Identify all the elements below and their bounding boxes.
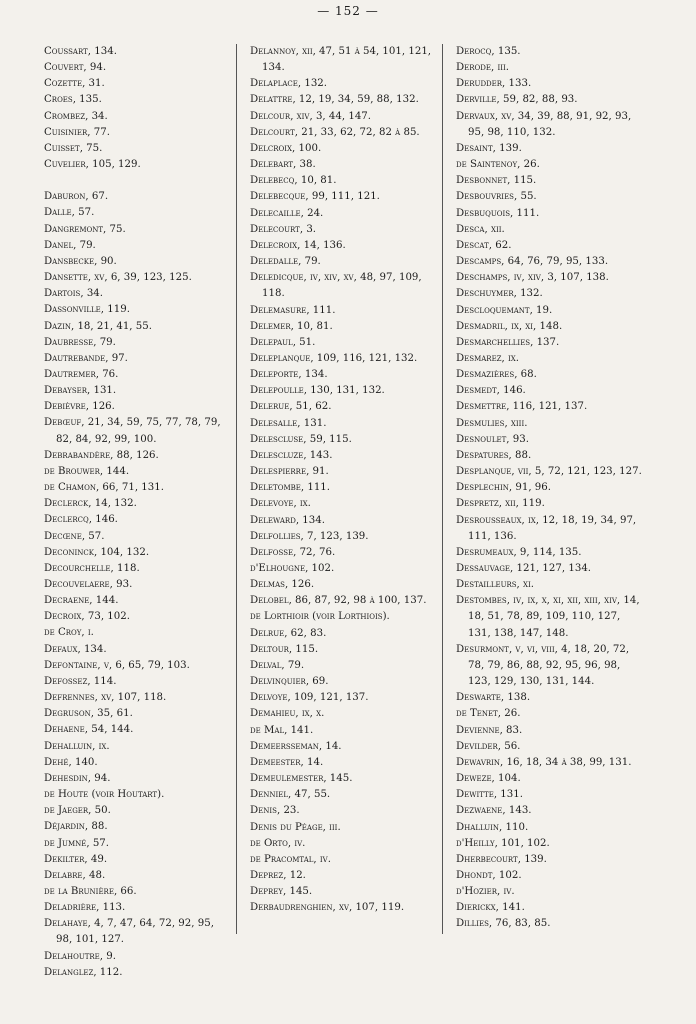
index-entry: Deweze, 104. xyxy=(456,773,521,785)
index-entry: Dartois, 34. xyxy=(44,288,104,300)
index-entry: Demeersseman, 14. xyxy=(250,740,342,752)
index-entry: Cozette, 31. xyxy=(44,78,105,90)
index-entry: Delrue, 62, 83. xyxy=(250,627,327,639)
index-entry: Dewitte, 131. xyxy=(456,789,523,801)
index-entry: Descamps, 64, 76, 79, 95, 133. xyxy=(456,256,609,268)
index-entry: Despretz, xii, 119. xyxy=(456,498,545,510)
index-entry: Desbonnet, 115. xyxy=(456,175,537,187)
index-column-3 xyxy=(456,44,646,944)
index-entry: Dillies, 76, 83, 85. xyxy=(456,918,551,930)
index-entry: Denis, 23. xyxy=(250,805,300,817)
index-entry: d'Hozier, iv. xyxy=(456,886,515,898)
index-entry: Decourchelle, 118. xyxy=(44,562,140,574)
index-entry: d'Heilly, 101, 102. xyxy=(456,837,550,849)
index-entry: Cuvelier, 105, 129. xyxy=(44,159,141,171)
index-entry: Dehaene, 54, 144. xyxy=(44,724,134,736)
index-entry: Decraene, 144. xyxy=(44,595,119,607)
index-entry: Desrousseaux, ix, 12, 18, 19, 34, 97, 111, 136. xyxy=(456,514,637,542)
index-entry: Delepoulle, 130, 131, 132. xyxy=(250,385,385,397)
index-entry: Delebart, 38. xyxy=(250,159,316,171)
index-entry: Delannoy, xii, 47, 51 à 54, 101, 121, 134. xyxy=(250,46,432,74)
index-entry: Deltour, 115. xyxy=(250,643,319,655)
index-entry: Deleporte, 134. xyxy=(250,369,328,381)
index-entry: Descat, 62. xyxy=(456,239,512,251)
index-entry: Daburon, 67. xyxy=(44,191,109,203)
index-entry: Delfosse, 72, 76. xyxy=(250,546,336,558)
index-entry: de la Brunière, 66. xyxy=(44,885,137,897)
index-entry: Dhondt, 102. xyxy=(456,869,522,881)
index-entry: Devienne, 83. xyxy=(456,724,523,736)
index-entry: de Croy, i. xyxy=(44,627,94,639)
index-entry: Delahaye, 4, 7, 47, 64, 72, 92, 95, 98, 101, 127. xyxy=(44,918,214,946)
index-entry: Desnoulet, 93. xyxy=(456,433,529,445)
index-entry: Delecroix, 14, 136. xyxy=(250,239,346,251)
index-entry: Decœne, 57. xyxy=(44,530,105,542)
index-entry: Derville, 59, 82, 88, 93. xyxy=(456,94,578,106)
index-entry: Deschamps, iv, xiv, 3, 107, 138. xyxy=(456,272,609,284)
index-entry: Dehesdin, 94. xyxy=(44,772,111,784)
index-entry: Desaint, 139. xyxy=(456,142,522,154)
index-entry: Delerue, 51, 62. xyxy=(250,401,332,413)
index-entry: Desmazières, 68. xyxy=(456,369,537,381)
index-entry: Dekilter, 49. xyxy=(44,853,108,865)
index-entry: Debièvre, 126. xyxy=(44,401,115,413)
index-entry: Dazin, 18, 21, 41, 55. xyxy=(44,320,152,332)
index-entry: Delemasure, 111. xyxy=(250,304,336,316)
index-entry: Destailleurs, xi. xyxy=(456,579,535,591)
index-entry: de Lorthioir (voir Lorthiois). xyxy=(250,611,390,623)
index-entry: Desrumeaux, 9, 114, 135. xyxy=(456,546,582,558)
index-entry: Desbuquois, 111. xyxy=(456,207,540,219)
index-entry: Delaplace, 132. xyxy=(250,78,328,90)
index-entry: Deschuymer, 132. xyxy=(456,288,543,300)
index-entry: Degruson, 35, 61. xyxy=(44,708,133,720)
index-entry: Desmulies, xiii. xyxy=(456,417,528,429)
index-entry: Delobel, 86, 87, 92, 98 à 100, 137. xyxy=(250,595,427,607)
index-entry: Delemer, 10, 81. xyxy=(250,320,333,332)
index-entry: Delcroix, 100. xyxy=(250,142,322,154)
index-entry: Derode, iii. xyxy=(456,62,510,74)
index-entry: Delesalle, 131. xyxy=(250,417,327,429)
index-entry: Devilder, 56. xyxy=(456,740,521,752)
index-entry: de Jaeger, 50. xyxy=(44,805,111,817)
index-entry: de Orto, iv. xyxy=(250,837,306,849)
index-entry: Delahoutre, 9. xyxy=(44,950,116,962)
index-entry: Delcourt, 21, 33, 62, 72, 82 à 85. xyxy=(250,126,420,138)
index-entry: Denniel, 47, 55. xyxy=(250,789,331,801)
index-entry: Deleplanque, 109, 116, 121, 132. xyxy=(250,352,418,364)
index-entry: Delescluse, 59, 115. xyxy=(250,433,352,445)
index-entry: Delespierre, 91. xyxy=(250,466,329,478)
index-entry: Delecaille, 24. xyxy=(250,207,324,219)
index-entry: Defrennes, xv, 107, 118. xyxy=(44,692,167,704)
index-entry: Declercq, 146. xyxy=(44,514,118,526)
index-entry: Defontaine, v, 6, 65, 79, 103. xyxy=(44,659,190,671)
index-entry: Delfollies, 7, 123, 139. xyxy=(250,530,369,542)
index-entry: Derudder, 133. xyxy=(456,78,532,90)
index-entry: Debœuf, 21, 34, 59, 75, 77, 78, 79, 82, 84, 92, 99, 100. xyxy=(44,417,221,445)
index-entry: Delebecque, 99, 111, 121. xyxy=(250,191,380,203)
index-entry: Desmarez, ix. xyxy=(456,352,520,364)
index-entry: Deladrière, 113. xyxy=(44,902,126,914)
index-entry: Denis du Péage, iii. xyxy=(250,821,341,833)
index-entry: Demahieu, ix, x. xyxy=(250,708,325,720)
index-entry: Dervaux, xv, 34, 39, 88, 91, 92, 93, 95, 98, 110, 132. xyxy=(456,110,632,138)
index-entry: Decroix, 73, 102. xyxy=(44,611,130,623)
index-entry: Desmedt, 146. xyxy=(456,385,526,397)
index-entry: Deconinck, 104, 132. xyxy=(44,546,150,558)
index-entry: Delval, 79. xyxy=(250,659,305,671)
index-entry: de Saintenoy, 26. xyxy=(456,159,540,171)
index-entry: Dewavrin, 16, 18, 34 à 38, 99, 131. xyxy=(456,756,632,768)
index-entry: Desurmont, v, vi, viii, 4, 18, 20, 72, 78, 79, 86, 88, 92, 95, 96, 98, 123, 129, 130, 131, 144. xyxy=(456,643,630,688)
index-column-1 xyxy=(44,44,232,978)
index-entry: Desmarchellies, 137. xyxy=(456,336,560,348)
index-entry: Dansette, xv, 6, 39, 123, 125. xyxy=(44,272,192,284)
index-entry: Dhalluin, 110. xyxy=(456,821,529,833)
index-entry: Crombez, 34. xyxy=(44,110,108,122)
index-entry: Deletombe, 111. xyxy=(250,482,331,494)
index-entry: Desplanque, vii, 5, 72, 121, 123, 127. xyxy=(456,466,642,478)
index-entry: Dessauvage, 121, 127, 134. xyxy=(456,563,592,574)
index-entry: Demeester, 14. xyxy=(250,756,324,768)
index-entry: Dalle, 57. xyxy=(44,207,95,219)
column-divider xyxy=(442,44,443,934)
index-entry: Derocq, 135. xyxy=(456,46,521,57)
index-entry: Delescluze, 143. xyxy=(250,449,333,461)
index-entry: de Brouwer, 144. xyxy=(44,465,130,477)
index-entry: Delevoye, ix. xyxy=(250,498,311,510)
index-entry: Debayser, 131. xyxy=(44,385,117,397)
index-entry: Delebecq, 10, 81. xyxy=(250,175,337,187)
index-entry: Cuisset, 75. xyxy=(44,142,103,154)
index-entry: Croes, 135. xyxy=(44,94,102,106)
index-entry: Deprey, 145. xyxy=(250,886,313,898)
index-entry: d'Elhougne, 102. xyxy=(250,563,335,574)
index-entry: de Pracomtal, iv. xyxy=(250,853,331,865)
index-entry: Desplechin, 91, 96. xyxy=(456,482,552,494)
index-entry: Despatures, 88. xyxy=(456,449,532,461)
index-entry: Delabre, 48. xyxy=(44,869,106,881)
index-entry: Dehalluin, ix. xyxy=(44,740,110,752)
index-entry: Delanglez, 112. xyxy=(44,966,123,978)
index-entry: Desbouvries, 55. xyxy=(456,191,537,203)
index-entry: Dierickx, 141. xyxy=(456,902,525,914)
index-entry: Declerck, 14, 132. xyxy=(44,498,137,510)
index-entry: Defaux, 134. xyxy=(44,643,107,655)
index-entry: Destombes, iv, ix, x, xi, xii, xiii, xiv, 14, 18, 51, 78, 89, 109, 110, 127, 131, 138, 147, 148. xyxy=(456,595,640,639)
index-column-2 xyxy=(250,44,438,944)
index-entry: Decouvelaere, 93. xyxy=(44,579,133,590)
index-entry: Dehé, 140. xyxy=(44,756,98,768)
index-entry: Desmadril, ix, xi, 148. xyxy=(456,320,563,332)
index-entry: Debrabandère, 88, 126. xyxy=(44,449,159,461)
index-entry: Desca, xii. xyxy=(456,223,505,235)
index-entry: Desmettre, 116, 121, 137. xyxy=(456,401,588,413)
index-entry: de Mal, 141. xyxy=(250,724,314,736)
index-entry: Dautrebande, 97. xyxy=(44,352,128,364)
index-entry: Cuisinier, 77. xyxy=(44,126,110,138)
index-entry: Delecourt, 3. xyxy=(250,223,317,235)
index-entry: de Houte (voir Houtart). xyxy=(44,789,165,801)
index-entry: Danel, 79. xyxy=(44,239,96,251)
page-number: — 152 — xyxy=(317,4,379,18)
index-entry: Couvert, 94. xyxy=(44,62,107,74)
index-entry: Deprez, 12. xyxy=(250,869,306,881)
index-entry: Delepaul, 51. xyxy=(250,336,316,348)
index-entry: Dangremont, 75. xyxy=(44,223,126,235)
index-entry: Deledicque, iv, xiv, xv, 48, 97, 109, 118. xyxy=(250,272,422,300)
index-entry: Dassonville, 119. xyxy=(44,304,130,316)
index-entry: Defossez, 114. xyxy=(44,675,117,687)
index-entry: Delvinquier, 69. xyxy=(250,676,329,688)
index-entry: Delvoye, 109, 121, 137. xyxy=(250,692,369,704)
column-divider xyxy=(236,44,237,934)
index-entry: Delcour, xiv, 3, 44, 147. xyxy=(250,110,372,122)
index-entry: Déjardin, 88. xyxy=(44,821,108,833)
index-entry: Delmas, 126. xyxy=(250,579,315,591)
index-entry: Dansbecke, 90. xyxy=(44,255,117,267)
index-entry: Deleward, 134. xyxy=(250,514,325,526)
index-entry: Demeulemester, 145. xyxy=(250,773,353,785)
index-entry: Daubresse, 79. xyxy=(44,336,116,348)
index-entry: Deledalle, 79. xyxy=(250,256,321,268)
index-entry: Dautremer, 76. xyxy=(44,368,119,380)
index-entry: de Chamon, 66, 71, 131. xyxy=(44,482,164,494)
index-entry: Deswarte, 138. xyxy=(456,692,531,704)
index-entry: Delattre, 12, 19, 34, 59, 88, 132. xyxy=(250,94,419,106)
index-entry: Dherbecourt, 139. xyxy=(456,853,547,865)
index-entry: Descloquemant, 19. xyxy=(456,304,553,316)
index-entry: de Tenet, 26. xyxy=(456,708,521,720)
index-entry: Coussart, 134. xyxy=(44,46,117,57)
index-entry: Derbaudrenghien, xv, 107, 119. xyxy=(250,902,405,914)
index-entry: Dezwaene, 143. xyxy=(456,805,532,817)
index-entry: de Jumné, 57. xyxy=(44,837,110,849)
